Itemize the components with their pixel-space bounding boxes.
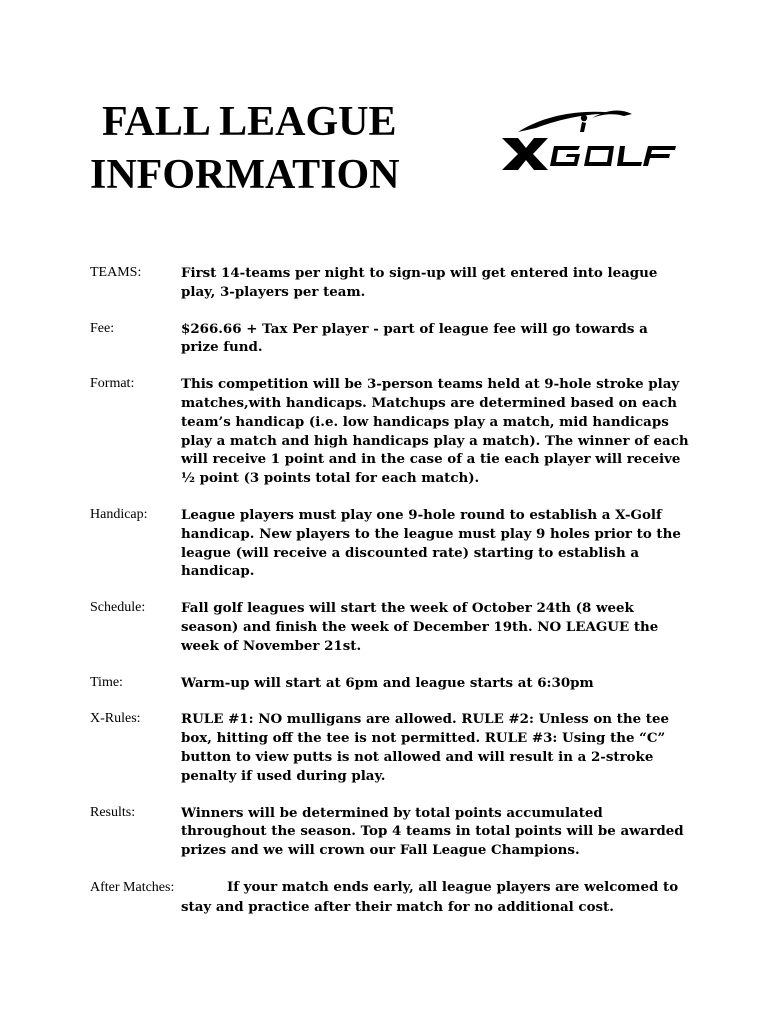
entry-label: Fee: — [90, 320, 115, 336]
entry-teams — [90, 264, 690, 302]
entry-label: X-Rules: — [90, 711, 141, 727]
golfer-swoosh-icon — [518, 111, 632, 132]
entry-label: Schedule: — [90, 600, 146, 616]
entry-label: Handicap: — [90, 506, 148, 522]
xgolf-wordmark — [502, 138, 676, 170]
entry-label: Results: — [90, 804, 136, 820]
entry-text: Winners will be determined by total points accumulated throughout the season. Top 4 teams in total points will be awarded prizes and we will crown our Fall League Champions. — [181, 804, 684, 859]
entry-after-matches — [90, 878, 690, 917]
entry-text: RULE #1: NO mulligans are allowed. RULE #2: Unless on the tee box, hitting off the tee is not permitted. RULE #3: Using the “C” button to view putts is not allowed and will result in a 2-stroke penalty if used during play. — [181, 711, 670, 784]
entry-text: This competition will be 3-person teams held at 9-hole stroke play matches,with handicaps. Matchups are determined based on each team’s handicap (i.e. low handicaps play a match, mid handicaps play a match and high handicaps play a match). The winner of each will receive 1 point and in the case of a tie each player will receive ½ point (3 points total for each match). — [181, 376, 689, 487]
title-line-2: INFORMATION — [90, 152, 400, 198]
entry-text: Fall golf leagues will start the week of October 24th (8 week season) and finish the week of December 19th. NO LEAGUE the week of November 21st. — [181, 600, 659, 654]
entry-body — [90, 878, 690, 917]
entry-label: Time: — [90, 674, 123, 690]
league-info-list — [90, 264, 690, 917]
entry-text: League players must play one 9-hole round to establish a X-Golf handicap. New players to the league must play 9 holes prior to the league (will receive a discounted rate) starting to establish a handicap. — [181, 506, 681, 580]
xgolf-logo — [496, 104, 696, 176]
page-title — [90, 96, 400, 202]
entry-format — [90, 375, 690, 488]
entry-x-rules — [90, 710, 690, 785]
entry-text: Warm-up will start at 6pm and league starts at 6:30pm — [181, 674, 594, 691]
entry-schedule — [90, 599, 690, 655]
title-line-1: FALL LEAGUE — [102, 99, 397, 145]
entry-handicap — [90, 506, 690, 581]
entry-text: First 14-teams per night to sign-up will get entered into league play, 3-players per team. — [181, 265, 658, 300]
entry-results — [90, 804, 690, 860]
entry-fee — [90, 320, 690, 358]
entry-label: TEAMS: — [90, 265, 142, 280]
entry-time — [90, 674, 690, 693]
entry-text: $266.66 + Tax Per player - part of league fee will go towards a prize fund. — [181, 320, 648, 356]
entry-label: After Matches: — [90, 879, 175, 895]
entry-text: If your match ends early, all league players are welcomed to stay and practice after their match for no additional cost. — [181, 878, 679, 915]
entry-label: Format: — [90, 376, 135, 392]
